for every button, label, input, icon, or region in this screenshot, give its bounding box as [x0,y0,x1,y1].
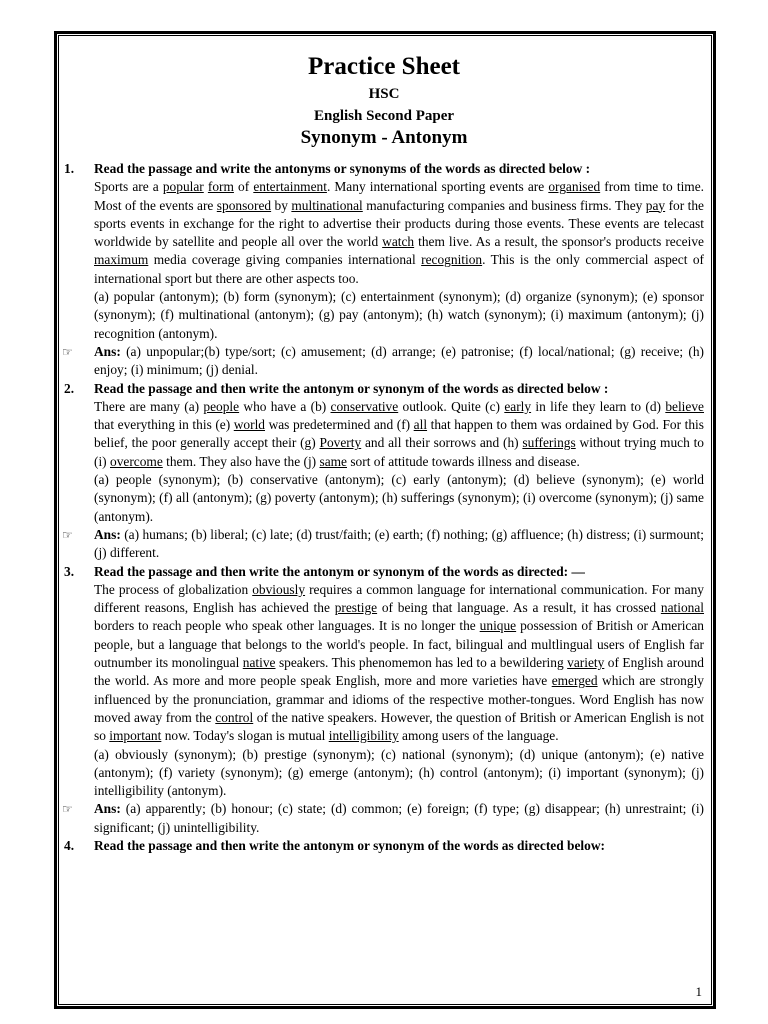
question-number: 4. [64,837,75,853]
answer-1 [64,343,704,380]
answer-label: Ans: [94,801,121,817]
passage-segment: that happen to them was ordained by God. For this belief, the poor generally accept their (g) [94,417,704,451]
target-word: intelligibility [328,728,399,744]
passage-segment: who have a (b) [239,398,331,414]
passage-segment: which are strongly influenced by the pronunciation, grammar and idioms of the respective mother-tongues. Word English has now moved away from the [94,673,704,725]
directions-text: (a) people (synonym); (b) conservative (antonym); (c) early (antonym); (d) believe (synonym); (e) world (synonym); (f) all (antonym); (g) poverty (antonym); (h) sufferings (synonym); (i) overcome (synonym); (j) same (antonym). [94,472,704,524]
question-number: 1. [64,161,75,176]
target-word: watch [382,234,415,250]
directions-text: (a) obviously (synonym); (b) prestige (synonym); (c) national (synonym); (d) unique (antonym); (e) native (antonym); (f) variety (synonym); (g) emerge (antonym); (h) control (antonym); (i) important (synonym); (j) intelligibility (antonym). [94,746,704,799]
passage-text [94,581,704,746]
question-1 [64,160,704,343]
target-word: all [413,417,428,433]
passage-segment: There are many (a) [94,398,204,414]
passage-segment: speakers. This phenomemon has led to a bewildering [275,655,568,671]
passage-text [94,178,704,288]
question-2 [64,380,704,526]
answer-text: (a) apparently; (b) honour; (c) state; (d) common; (e) foreign; (f) type; (g) disappear; (h) unrestraint; (i) significant; (j) unintelligibility. [94,801,704,835]
passage-segment: them. They also have the (j) [162,453,320,469]
passage-segment: of the native speakers. However, the question of British or American English is not so [94,709,705,744]
target-word: popular [162,179,204,195]
target-word: form [207,179,234,195]
document-body [64,52,704,855]
target-word: maximum [94,252,149,268]
pointing-hand-icon: ☞ [62,802,73,817]
question-number: 2. [64,380,75,396]
passage-segment: requires a common language for international communication. For many different reasons, English has achieved the [94,581,704,616]
target-word: unique [479,618,517,634]
answer-2 [64,526,704,563]
answer-label: Ans: [94,343,121,359]
target-word: control [215,709,254,725]
passage-segment: in life they learn to (d) [531,398,666,414]
passage-segment: sort of attitude towards illness and disease. [347,453,580,469]
passage-segment: of [233,179,254,195]
passage-segment: outlook. Quite (c) [398,398,505,414]
pointing-hand-icon: ☞ [62,344,73,359]
target-word: variety [567,655,605,671]
passage-segment: was predetermined and (f) [265,417,414,433]
target-word: emerged [551,673,598,689]
paper-name: English Second Paper [313,108,455,124]
passage-segment: manufacturing companies and business firms. They [362,197,646,213]
target-word: pay [645,197,666,213]
target-word: recognition [421,252,483,268]
target-word: important [109,728,162,744]
target-word: obviously [252,581,306,597]
page-number: 1 [695,984,702,999]
target-word: overcome [110,453,163,469]
target-word: believe [665,398,704,414]
directions-text: (a) popular (antonym); (b) form (synonym); (c) entertainment (synonym); (d) organize (synonym); (e) sponsor (synonym); (f) multinational (antonym); (g) pay (antonym); (h) watch (synonym); (i) maximum (antonym); (j) recognition (antonym). [94,289,704,341]
passage-segment: media coverage giving companies international [148,252,422,268]
target-word: Poverty [319,435,362,451]
target-word: prestige [334,600,378,616]
passage-segment: that everything in this (e) [94,417,234,433]
passage-segment: and all their sorrows and (h) [361,435,523,451]
target-word: conservative [330,398,399,414]
passage-segment: Sports are a [94,179,163,195]
passage-segment: for the sports events in exchange for the right to advertise their products during those events. These events are telecast worldwide by satellite and people all over the world [94,197,704,250]
passage-segment: The process of globalization [94,581,253,597]
passage-segment: from time to time. Most of the events are [94,179,704,213]
passage-segment: now. Today's slogan is mutual [161,728,329,744]
target-word: same [319,453,347,469]
target-word: world [233,417,266,433]
passage-text [94,398,704,471]
page-title: Practice Sheet [307,53,460,80]
target-word: sponsored [216,197,272,213]
question-heading: Read the passage and write the antonyms or synonyms of the words as directed below : [94,161,591,176]
target-word: national [660,600,705,616]
question-heading: Read the passage and then write the antonym or synonym of the words as directed: — [94,563,585,579]
target-word: people [203,398,240,414]
answer-text: (a) humans; (b) liberal; (c) late; (d) trust/faith; (e) earth; (f) nothing; (g) affluence; (h) distress; (i) surmount; (j) different. [94,526,704,561]
target-word: multinational [291,197,363,213]
passage-segment: borders to reach people who speak other languages. It is no longer the [94,618,480,634]
passage-segment: them live. As a result, the sponsor's products receive [414,234,704,250]
target-word: sufferings [522,435,576,451]
question-heading: Read the passage and then write the antonym or synonym of the words as directed below: [94,837,605,853]
target-word: native [242,655,276,671]
target-word: organised [548,179,601,195]
passage-segment: by [271,197,292,213]
passage-segment: of being that language. As a result, it has crossed [377,600,661,616]
question-number: 3. [64,563,75,579]
passage-segment: among users of the language. [398,728,559,744]
answer-text: (a) unpopular;(b) type/sort; (c) amusement; (d) arrange; (e) patronise; (f) local/national; (g) receive; (h) enjoy; (i) minimum; (j) denial. [94,343,704,378]
exam-name: HSC [368,86,400,102]
target-word: entertainment [253,179,327,195]
pointing-hand-icon: ☞ [62,527,73,542]
passage-segment: . Many international sporting events are [326,179,549,195]
question-3 [64,563,704,801]
passage-segment: . This is the only commercial aspect of international sport but there are other aspects too. [94,252,705,286]
target-word: early [504,398,532,414]
question-4 [64,837,704,855]
passage-segment: without trying much to (i) [94,435,704,469]
answer-3 [64,800,704,837]
passage-segment: possession of British or American people, but a language that belongs to the world's people. In fact, bilingual and multlingual users of English far outnumber its monolingual [94,618,704,671]
passage-segment: of English around the world. As more and more people speak English, more and more varieties have [94,655,704,689]
answer-label: Ans: [94,526,121,542]
topic-name: Synonym - Antonym [300,127,468,148]
question-heading: Read the passage and then write the antonym or synonym of the words as directed below : [94,380,609,396]
